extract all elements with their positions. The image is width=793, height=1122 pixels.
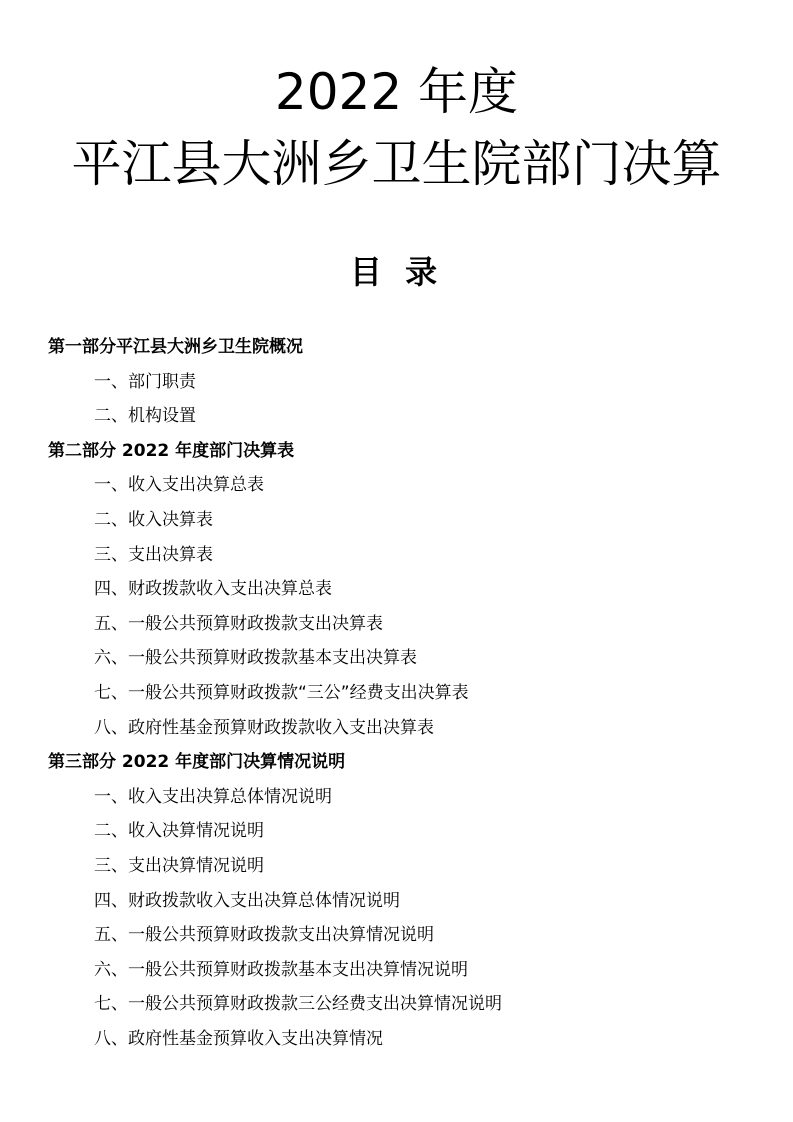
toc-heading: 目 录 — [349, 253, 444, 291]
toc-item: 三、支出决算表 — [94, 544, 213, 565]
toc-part-2-title: 第二部分 2022 年度部门决算表 — [48, 440, 295, 461]
toc-item: 六、一般公共预算财政拨款基本支出决算情况说明 — [94, 959, 468, 980]
toc-part-3-title: 第三部分 2022 年度部门决算情况说明 — [48, 752, 346, 773]
table-of-contents — [48, 330, 768, 1056]
toc-item: 三、支出决算情况说明 — [94, 855, 264, 876]
toc-item: 二、收入决算表 — [94, 509, 213, 530]
toc-part-1-title: 第一部分平江县大洲乡卫生院概况 — [48, 337, 303, 357]
toc-item: 八、政府性基金预算财政拨款收入支出决算表 — [94, 717, 434, 738]
toc-item: 一、部门职责 — [94, 371, 196, 392]
document-title: 平江县大洲乡卫生院部门决算 — [71, 135, 722, 193]
toc-item: 四、财政拨款收入支出决算总体情况说明 — [94, 890, 400, 911]
toc-item: 五、一般公共预算财政拨款支出决算情况说明 — [94, 925, 434, 946]
toc-item: 七、一般公共预算财政拨款三公经费支出决算情况说明 — [94, 994, 502, 1015]
document-title-year: 2022 年度 — [274, 63, 519, 121]
toc-item: 四、财政拨款收入支出决算总表 — [94, 579, 332, 600]
toc-item: 一、收入支出决算总表 — [94, 475, 264, 496]
toc-item: 六、一般公共预算财政拨款基本支出决算表 — [94, 648, 417, 669]
toc-item: 二、机构设置 — [94, 406, 196, 427]
toc-item: 二、收入决算情况说明 — [94, 821, 264, 842]
toc-item: 八、政府性基金预算收入支出决算情况 — [94, 1028, 383, 1049]
toc-item: 一、收入支出决算总体情况说明 — [94, 786, 332, 807]
toc-item: 七、一般公共预算财政拨款“三公”经费支出决算表 — [94, 682, 469, 703]
toc-item: 五、一般公共预算财政拨款支出决算表 — [94, 613, 383, 634]
